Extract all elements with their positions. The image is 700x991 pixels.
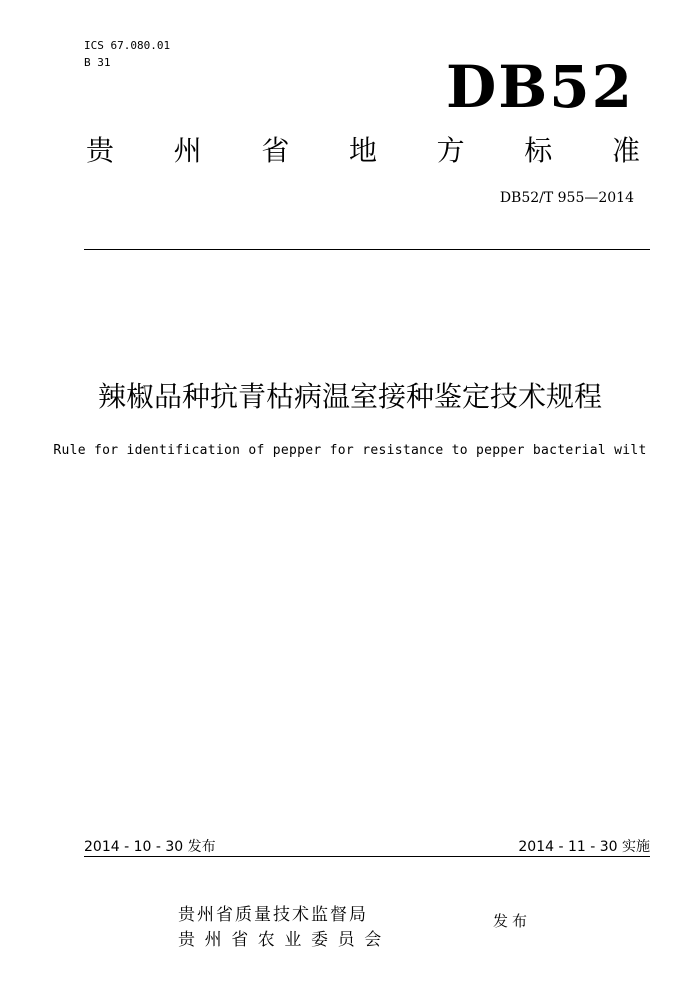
issuing-organizations [178, 903, 391, 952]
top-divider [84, 249, 650, 250]
standard-type-char: 准 [611, 134, 640, 167]
implementation-date: 2014 - 11 - 30 实施 [518, 839, 650, 855]
issuer-agriculture-committee: 贵州省农业委员会 [178, 929, 391, 950]
standard-type-char: 方 [436, 134, 465, 167]
ics-code: ICS 67.080.01 [84, 39, 171, 52]
standard-type-char: 州 [173, 134, 202, 167]
standard-type-char: 标 [524, 134, 553, 167]
classification-codes [84, 37, 170, 71]
document-title-english: Rule for identification of pepper for resistance to pepper bacterial wilt [53, 443, 647, 458]
bottom-divider [84, 856, 650, 857]
standard-type-title [86, 134, 640, 168]
issue-date: 2014 - 10 - 30 发布 [84, 839, 216, 855]
db52-logo: DB52 [445, 53, 634, 121]
issuer-quality-bureau: 贵州省质量技术监督局 [178, 905, 368, 925]
standard-type-char: 省 [261, 134, 290, 167]
document-title-chinese: 辣椒品种抗青枯病温室接种鉴定技术规程 [97, 380, 602, 413]
standard-type-char: 贵 [86, 134, 115, 167]
standard-code: DB52/T 955—2014 [499, 190, 634, 206]
publish-label: 发布 [493, 912, 532, 930]
standard-type-char: 地 [348, 134, 377, 167]
ccs-code: B 31 [84, 56, 111, 70]
